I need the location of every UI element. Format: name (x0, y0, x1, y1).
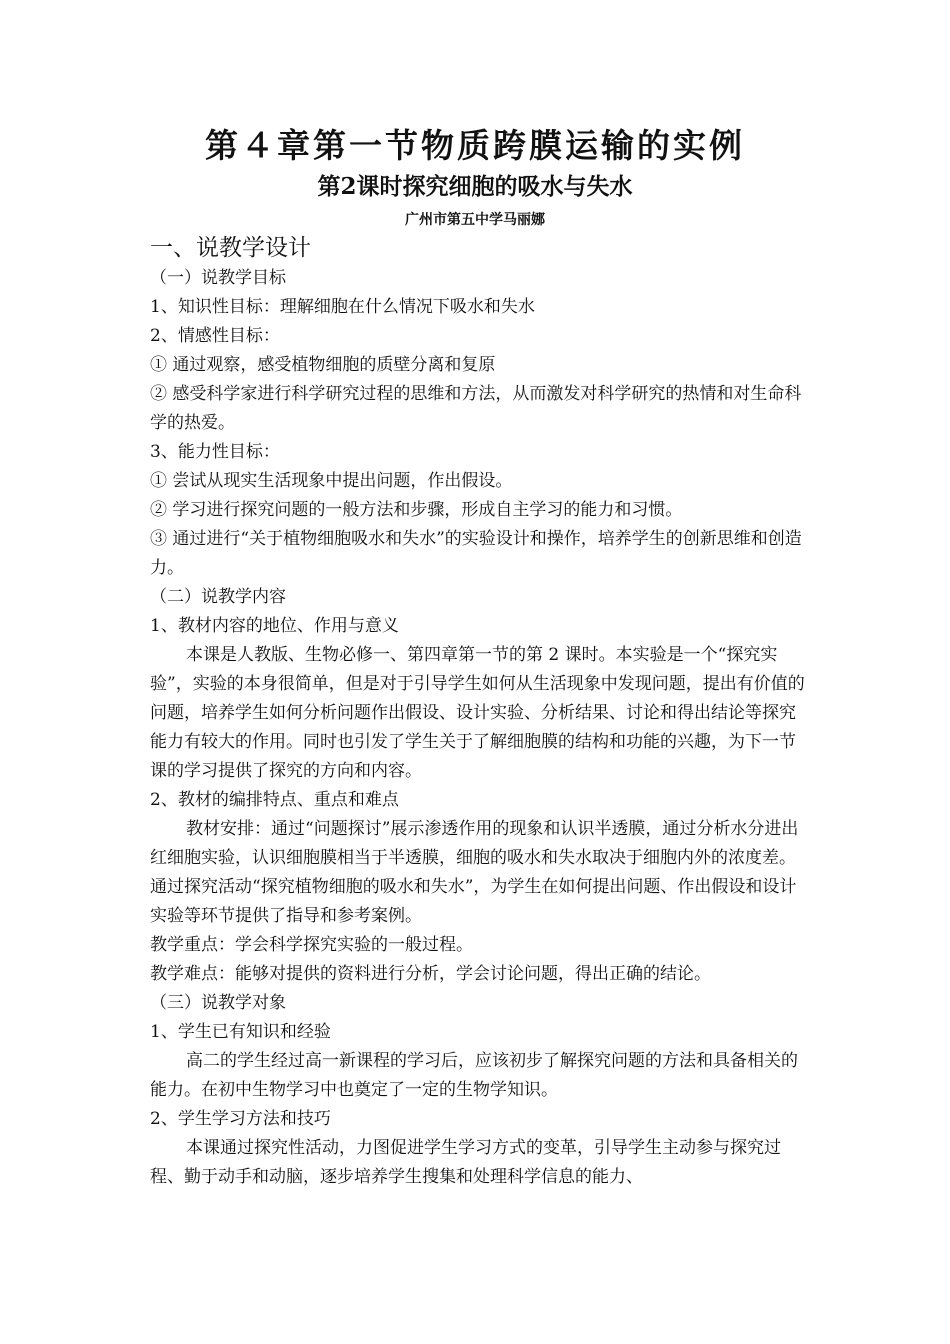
ability-goal-item: ③ 通过进行“关于植物细胞吸水和失水”的实验设计和操作，培养学生的创新思维和创造力。 (150, 529, 802, 578)
document-subtitle: 第2课时探究细胞的吸水与失水 (317, 173, 633, 200)
key-point: 教学重点：学会科学探究实验的一般过程。 (150, 935, 473, 955)
content-heading: 1、学生已有知识和经验 (150, 1022, 331, 1042)
emotion-goal-item: ① 通过观察，感受植物细胞的质壁分离和复原 (150, 355, 496, 375)
content-paragraph: 本课是人教版、生物必修一、第四章第一节的第 2 课时。本实验是一个“探究实验”，实验的本身很简单，但是对于引导学生如何从生活现象中发现问题，提出有价值的问题，培养学生如何分析问题作出假设、设计实验、分析结果、讨论和得出结论等探究能力有较大的作用。同时也引发了学生关于了解细胞膜的结构和功能的兴趣，为下一节课的学习提供了探究的方向和内容。 (150, 645, 805, 781)
content-heading: 2、教材的编排特点、重点和难点 (150, 790, 399, 810)
document-title: 第４章第一节物质跨膜运输的实例 (205, 126, 745, 165)
section-heading: 一、说教学设计 (150, 235, 311, 261)
content-heading: 2、学生学习方法和技巧 (150, 1109, 331, 1129)
difficult-point: 教学难点：能够对提供的资料进行分析，学会讨论问题，得出正确的结论。 (150, 964, 711, 984)
document-author: 广州市第五中学马丽娜 (405, 212, 545, 228)
emotion-goal-item: ② 感受科学家进行科学研究过程的思维和方法，从而激发对科学研究的热情和对生命科学的热爱。 (150, 384, 802, 433)
document-body (150, 232, 810, 1192)
emotion-goal-heading: 2、情感性目标： (150, 326, 280, 346)
subsection-heading: （三）说教学对象 (150, 993, 286, 1013)
ability-goal-heading: 3、能力性目标： (150, 442, 280, 462)
ability-goal-item: ① 尝试从现实生活现象中提出问题，作出假设。 (150, 471, 513, 491)
content-heading: 1、教材内容的地位、作用与意义 (150, 616, 399, 636)
subsection-heading: （二）说教学内容 (150, 587, 286, 607)
content-paragraph: 教材安排：通过“问题探讨”展示渗透作用的现象和认识半透膜，通过分析水分进出红细胞实验，认识细胞膜相当于半透膜，细胞的吸水和失水取决于细胞内外的浓度差。通过探究活动“探究植物细胞的吸水和失水”，为学生在如何提出问题、作出假设和设计实验等环节提供了指导和参考案例。 (150, 819, 799, 926)
content-paragraph: 本课通过探究性活动，力图促进学生学习方式的变革，引导学生主动参与探究过程、勤于动手和动脑，逐步培养学生搜集和处理科学信息的能力、 (150, 1138, 781, 1187)
content-paragraph: 高二的学生经过高一新课程的学习后，应该初步了解探究问题的方法和具备相关的能力。在初中生物学习中也奠定了一定的生物学知识。 (150, 1051, 798, 1100)
subsection-heading: （一）说教学目标 (150, 268, 286, 288)
knowledge-goal: 1、知识性目标：理解细胞在什么情况下吸水和失水 (150, 297, 535, 317)
ability-goal-item: ② 学习进行探究问题的一般方法和步骤，形成自主学习的能力和习惯。 (150, 500, 683, 520)
